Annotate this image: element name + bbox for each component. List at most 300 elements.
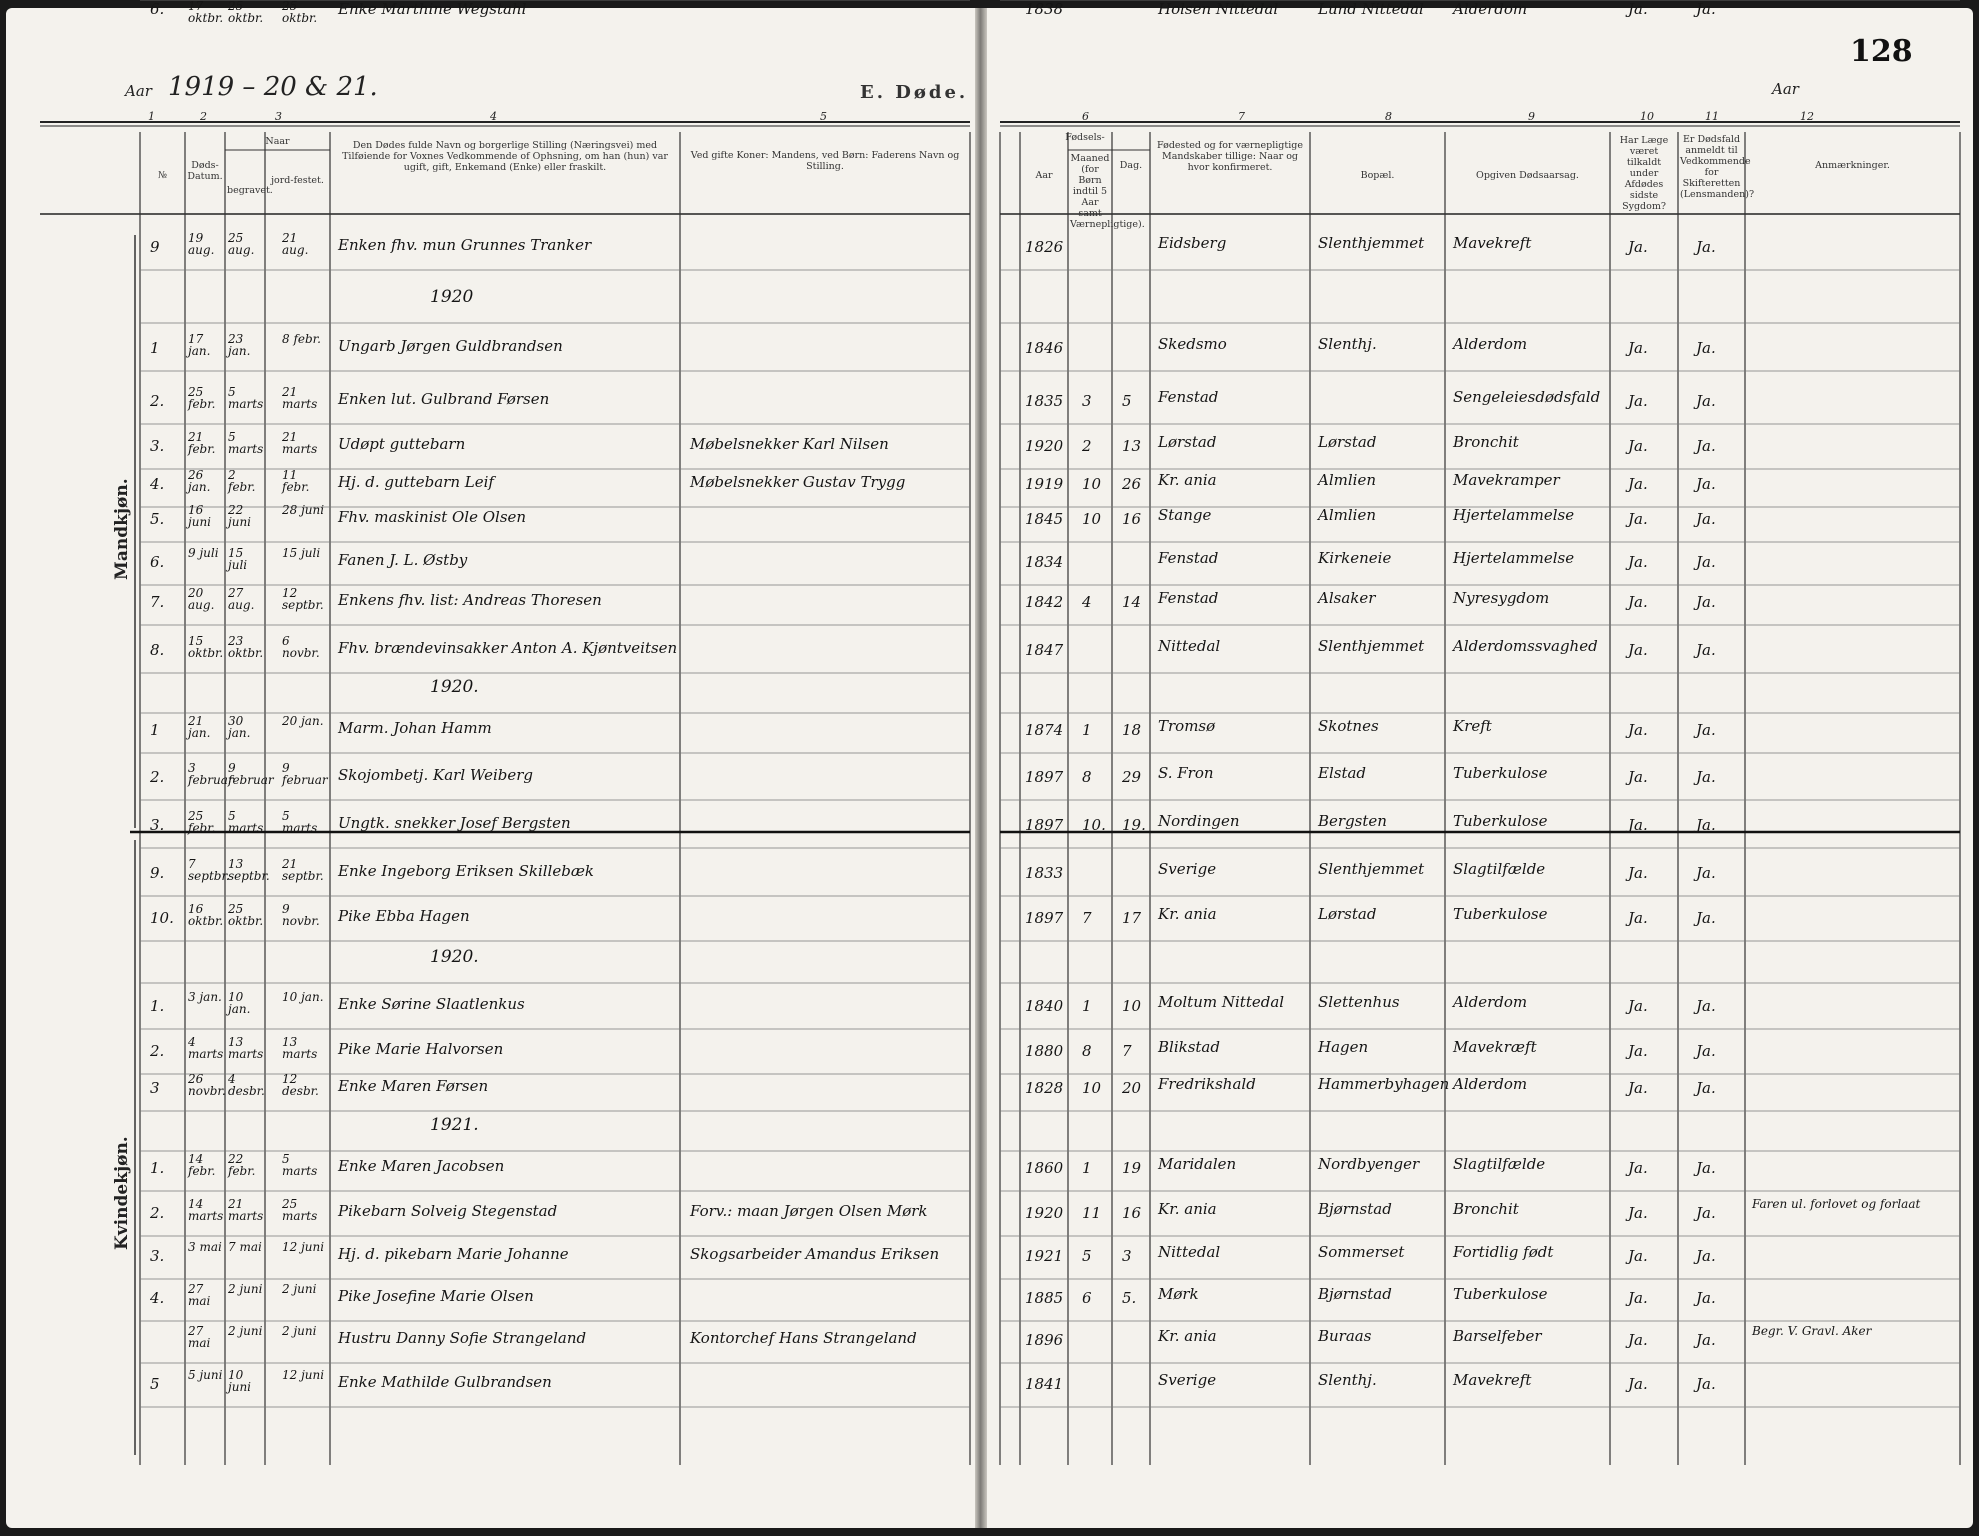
birthplace: Eidsberg [1158, 234, 1227, 252]
death-date: 3 jan. [188, 990, 222, 1004]
residence: Hammerbyhagen [1318, 1075, 1450, 1093]
probate-reported: Ja. [1696, 768, 1716, 786]
entry-number: 2. [150, 768, 165, 786]
funeral-date: 12 juni [282, 1368, 325, 1382]
cause-of-death: Tuberkulose [1453, 812, 1548, 830]
birth-day: 19 [1122, 1159, 1142, 1177]
death-date: 14 febr. [188, 1152, 216, 1178]
entry-number: 9. [150, 864, 165, 882]
death-date: 7 septbr. [188, 857, 230, 883]
birth-day: 16 [1122, 1204, 1142, 1222]
burial-date: 10 jan. [228, 990, 251, 1016]
deceased-name: Hj. d. pikebarn Marie Johanne [338, 1245, 569, 1263]
birth-day: 7 [1122, 1042, 1132, 1060]
doctor-called: Ja. [1628, 238, 1648, 256]
birthplace: Nittedal [1158, 637, 1221, 655]
aar-label-right: Aar [1772, 80, 1799, 98]
residence: Slenthj. [1318, 335, 1377, 353]
entry-number: 2. [150, 392, 165, 410]
entry-number: 3. [150, 437, 165, 455]
death-date: 3 mai [188, 1240, 222, 1254]
cause-of-death: Slagtilfælde [1453, 1155, 1546, 1173]
cause-of-death: Tuberkulose [1453, 764, 1548, 782]
birthplace: Stange [1158, 506, 1212, 524]
probate-reported: Ja. [1696, 641, 1716, 659]
cause-of-death: Barselfeber [1453, 1327, 1542, 1345]
death-date: 21 febr. [188, 430, 216, 456]
year-heading: 1920 [430, 287, 474, 307]
burial-date: 27 aug. [228, 586, 255, 612]
probate-reported: Ja. [1696, 721, 1716, 739]
birthplace: Kr. ania [1158, 905, 1217, 923]
funeral-date: 6 novbr. [282, 634, 320, 660]
cause-of-death: Mavekræft [1453, 1038, 1537, 1056]
probate-reported: Ja. [1696, 339, 1716, 357]
column-header-skifte: Er Dødsfald anmeldt til Vedkommende for Skifteretten (Lensmanden)? [1680, 134, 1755, 200]
funeral-date: 2 juni [282, 1324, 317, 1338]
entry-number: 2. [150, 1204, 165, 1222]
birthplace: Nordingen [1158, 812, 1240, 830]
birthplace: Sverige [1158, 860, 1217, 878]
birthplace: Fenstad [1158, 589, 1219, 607]
probate-reported: Ja. [1696, 1079, 1716, 1097]
probate-reported: Ja. [1696, 1289, 1716, 1307]
birth-month: 2 [1082, 437, 1092, 455]
birth-year: 1841 [1025, 1375, 1064, 1393]
deceased-name: Ungtk. snekker Josef Bergsten [338, 814, 571, 832]
column-number: 9 [1528, 110, 1535, 123]
year-heading: 1920. [430, 947, 479, 967]
death-date: 16 juni [188, 503, 212, 529]
entry-number: 3 [150, 1079, 160, 1097]
funeral-date: 9 novbr. [282, 902, 320, 928]
birth-day: 5. [1122, 1289, 1137, 1307]
burial-date: 10 juni [228, 1368, 252, 1394]
birth-year: 1833 [1025, 864, 1064, 882]
death-date: 14 marts [188, 1197, 224, 1223]
birthplace: Sverige [1158, 1371, 1217, 1389]
column-header-dodsaarsag: Opgiven Dødsaarsag. [1476, 170, 1579, 181]
probate-reported: Ja. [1696, 392, 1716, 410]
death-date: 25 febr. [188, 385, 216, 411]
birth-month: 10 [1082, 475, 1102, 493]
doctor-called: Ja. [1628, 510, 1648, 528]
birth-year: 1880 [1025, 1042, 1064, 1060]
burial-date: 22 juni [228, 503, 252, 529]
residence: Kirkeneie [1318, 549, 1392, 567]
parent-or-spouse: Forv.: maan Jørgen Olsen Mørk [690, 1202, 928, 1220]
death-date: 26 novbr. [188, 1072, 226, 1098]
probate-reported: Ja. [1696, 909, 1716, 927]
burial-date: 2 juni [228, 1324, 263, 1338]
birth-month: 8 [1082, 768, 1092, 786]
residence: Buraas [1318, 1327, 1372, 1345]
parent-or-spouse: Møbelsnekker Gustav Trygg [690, 473, 906, 491]
residence: Lund Nittedal [1318, 0, 1424, 18]
burial-date: 13 marts [228, 1035, 264, 1061]
birth-year: 1919 [1025, 475, 1064, 493]
residence: Bjørnstad [1318, 1285, 1392, 1303]
doctor-called: Ja. [1628, 997, 1648, 1015]
birthplace: Tromsø [1158, 717, 1216, 735]
doctor-called: Ja. [1628, 1375, 1648, 1393]
funeral-date: 12 septbr. [282, 586, 324, 612]
entry-number: 10. [150, 909, 174, 927]
entry-number: 3. [150, 1247, 165, 1265]
birth-day: 10 [1122, 997, 1142, 1015]
birth-year: 1897 [1025, 768, 1064, 786]
deceased-name: Enke Maren Jacobsen [338, 1157, 505, 1175]
year-heading: 1921. [430, 1115, 479, 1135]
deceased-name: Pike Marie Halvorsen [338, 1040, 504, 1058]
entry-number: 5 [150, 1375, 160, 1393]
section-title: E. Døde. [860, 82, 969, 103]
funeral-date: 21 aug. [282, 231, 309, 257]
doctor-called: Ja. [1628, 1204, 1648, 1222]
entry-number: 5. [150, 510, 165, 528]
entry-number: 1. [150, 1159, 165, 1177]
deceased-name: Pike Ebba Hagen [338, 907, 470, 925]
burial-date: 7 mai [228, 1240, 262, 1254]
birth-year: 1826 [1025, 238, 1064, 256]
deceased-name: Enke Sørine Slaatlenkus [338, 995, 525, 1013]
entry-number: 6. [150, 553, 165, 571]
deceased-name: Enke Maren Førsen [338, 1077, 489, 1095]
death-date: 5 juni [188, 1368, 223, 1382]
birthplace: Fredrikshald [1158, 1075, 1256, 1093]
column-header-fodsels: Fødsels- [1065, 132, 1105, 143]
birth-month: 1 [1082, 997, 1092, 1015]
birth-year: 1846 [1025, 339, 1064, 357]
death-date: 26 jan. [188, 468, 211, 494]
section-label-female: Kvindekjøn. [112, 1136, 132, 1250]
column-number: 8 [1385, 110, 1392, 123]
deceased-name: Ungarb Jørgen Guldbrandsen [338, 337, 563, 355]
doctor-called: Ja. [1628, 553, 1648, 571]
burial-date: 2 juni [228, 1282, 263, 1296]
birth-day: 20 [1122, 1079, 1142, 1097]
probate-reported: Ja. [1696, 816, 1716, 834]
birth-day: 13 [1122, 437, 1142, 455]
burial-date: 5 marts [228, 809, 264, 835]
doctor-called: Ja. [1628, 475, 1648, 493]
year-heading: 1920. [430, 677, 479, 697]
birth-year: 1834 [1025, 553, 1064, 571]
birth-year: 1897 [1025, 816, 1064, 834]
death-date: 15 oktbr. [188, 634, 224, 660]
birth-year: 1845 [1025, 510, 1064, 528]
doctor-called: Ja. [1628, 864, 1648, 882]
entry-number: 7. [150, 593, 165, 611]
page-number: 128 [1850, 34, 1913, 69]
cause-of-death: Slagtilfælde [1453, 860, 1546, 878]
column-number: 12 [1800, 110, 1814, 123]
column-header-laege: Har Læge været tilkaldt under Afdødes sidste Sygdom? [1619, 135, 1669, 212]
doctor-called: Ja. [1628, 437, 1648, 455]
column-number: 11 [1705, 110, 1719, 123]
doctor-called: Ja. [1628, 1042, 1648, 1060]
entry-number: 9 [150, 238, 160, 256]
birth-year: 1840 [1025, 997, 1064, 1015]
entry-number: 2. [150, 1042, 165, 1060]
birth-month: 10 [1082, 510, 1102, 528]
column-header-begravet: begravet. [227, 185, 273, 196]
death-date: 4 marts [188, 1035, 224, 1061]
deceased-name: Fanen J. L. Østby [338, 551, 468, 569]
burial-date: 23 oktbr. [228, 634, 264, 660]
doctor-called: Ja. [1628, 1331, 1648, 1349]
probate-reported: Ja. [1696, 475, 1716, 493]
cause-of-death: Fortidlig født [1453, 1243, 1554, 1261]
burial-date: 30 jan. [228, 714, 251, 740]
residence: Almlien [1318, 471, 1376, 489]
doctor-called: Ja. [1628, 593, 1648, 611]
column-header-dag: Dag. [1119, 160, 1143, 171]
column-number: 2 [200, 110, 207, 123]
parent-or-spouse: Skogsarbeider Amandus Eriksen [690, 1245, 940, 1263]
column-number: 6 [1082, 110, 1089, 123]
column-number: 4 [490, 110, 497, 123]
column-header-anm: Anmærkninger. [1815, 160, 1890, 171]
doctor-called: Ja. [1628, 0, 1648, 18]
burial-date: 9 februar [228, 761, 274, 787]
burial-date: 5 marts [228, 430, 264, 456]
birthplace: Kr. ania [1158, 471, 1217, 489]
birth-month: 8 [1082, 1042, 1092, 1060]
birth-day: 18 [1122, 721, 1142, 739]
parent-or-spouse: Kontorchef Hans Strangeland [690, 1329, 917, 1347]
probate-reported: Ja. [1696, 0, 1716, 18]
doctor-called: Ja. [1628, 909, 1648, 927]
funeral-date: 25 oktbr. [282, 0, 318, 25]
birth-day: 14 [1122, 593, 1142, 611]
probate-reported: Ja. [1696, 238, 1716, 256]
column-header-dods-datum: Døds-Datum. [187, 160, 223, 182]
birth-day: 26 [1122, 475, 1142, 493]
death-date: 3 februar [188, 761, 234, 787]
column-header-nr: № [158, 170, 167, 181]
burial-date: 22 febr. [228, 1152, 256, 1178]
deceased-name: Fhv. brændevinsakker Anton A. Kjøntveitsen [338, 639, 678, 657]
cause-of-death: Alderdomssvaghed [1453, 637, 1598, 655]
deceased-name: Enke Ingeborg Eriksen Skillebæk [338, 862, 595, 880]
residence: Slenthjemmet [1318, 234, 1425, 252]
cause-of-death: Mavekreft [1453, 234, 1532, 252]
birth-day: 5 [1122, 392, 1132, 410]
birthplace: S. Fron [1158, 764, 1214, 782]
birth-year: 1896 [1025, 1331, 1064, 1349]
cause-of-death: Alderdom [1453, 335, 1528, 353]
residence: Slenthj. [1318, 1371, 1377, 1389]
column-number: 7 [1238, 110, 1245, 123]
column-number: 1 [148, 110, 155, 123]
column-number: 5 [820, 110, 827, 123]
birth-day: 17 [1122, 909, 1142, 927]
deceased-name: Pikebarn Solveig Stegenstad [338, 1202, 558, 1220]
birth-day: 3 [1122, 1247, 1132, 1265]
deceased-name: Pike Josefine Marie Olsen [338, 1287, 534, 1305]
residence: Slenthjemmet [1318, 860, 1425, 878]
doctor-called: Ja. [1628, 641, 1648, 659]
residence: Nordbyenger [1318, 1155, 1420, 1173]
birthplace: Fenstad [1158, 549, 1219, 567]
birth-year: 1835 [1025, 392, 1064, 410]
doctor-called: Ja. [1628, 1289, 1648, 1307]
birthplace: Moltum Nittedal [1158, 993, 1285, 1011]
birth-month: 7 [1082, 909, 1092, 927]
birthplace: Skedsmo [1158, 335, 1227, 353]
probate-reported: Ja. [1696, 593, 1716, 611]
cause-of-death: Sengeleiesdødsfald [1453, 388, 1601, 406]
entry-number: 1 [150, 339, 160, 357]
entry-number: 1. [150, 997, 165, 1015]
year-handwritten: 1919 – 20 & 21. [168, 72, 378, 102]
probate-reported: Ja. [1696, 1159, 1716, 1177]
death-date: 20 aug. [188, 586, 215, 612]
residence: Slettenhus [1318, 993, 1400, 1011]
birthplace: Maridalen [1158, 1155, 1237, 1173]
birth-month: 11 [1082, 1204, 1102, 1222]
probate-reported: Ja. [1696, 1331, 1716, 1349]
burial-date: 25 oktbr. [228, 0, 264, 25]
column-header-naar: Naar [265, 136, 290, 147]
burial-date: 4 desbr. [228, 1072, 265, 1098]
cause-of-death: Alderdom [1453, 1075, 1528, 1093]
funeral-date: 12 juni [282, 1240, 325, 1254]
funeral-date: 13 marts [282, 1035, 318, 1061]
cause-of-death: Tuberkulose [1453, 1285, 1548, 1303]
residence: Hagen [1318, 1038, 1369, 1056]
burial-date: 13 septbr. [228, 857, 270, 883]
entry-number: 3. [150, 816, 165, 834]
probate-reported: Ja. [1696, 510, 1716, 528]
funeral-date: 21 marts [282, 430, 318, 456]
funeral-date: 8 febr. [282, 332, 321, 346]
probate-reported: Ja. [1696, 1247, 1716, 1265]
cause-of-death: Mavekramper [1453, 471, 1560, 489]
cause-of-death: Mavekreft [1453, 1371, 1532, 1389]
cause-of-death: Bronchit [1453, 433, 1519, 451]
funeral-date: 5 marts [282, 1152, 318, 1178]
birth-month: 1 [1082, 721, 1092, 739]
entry-number: 6. [150, 0, 165, 18]
birth-month: 6 [1082, 1289, 1092, 1307]
birth-year: 1828 [1025, 1079, 1064, 1097]
burial-date: 5 marts [228, 385, 264, 411]
funeral-date: 28 juni [282, 503, 325, 517]
deceased-name: Fhv. maskinist Ole Olsen [338, 508, 527, 526]
column-header-bopel: Bopæl. [1360, 170, 1395, 181]
remarks: Faren ul. forlovet og forlaat [1752, 1197, 1921, 1211]
residence: Elstad [1318, 764, 1367, 782]
column-header-aar: Aar [1035, 170, 1053, 181]
cause-of-death: Hjertelammelse [1453, 506, 1575, 524]
deceased-name: Enke Mathilde Gulbrandsen [338, 1373, 552, 1391]
deceased-name: Enke Marthine Wegstahl [338, 0, 527, 18]
funeral-date: 20 jan. [282, 714, 324, 728]
death-date: 27 mai [188, 1282, 211, 1308]
column-number: 3 [275, 110, 282, 123]
birthplace: Lørstad [1158, 433, 1217, 451]
probate-reported: Ja. [1696, 864, 1716, 882]
death-date: 19 aug. [188, 231, 215, 257]
residence: Almlien [1318, 506, 1376, 524]
death-date: 27 mai [188, 1324, 211, 1350]
birth-year: 1874 [1025, 721, 1064, 739]
probate-reported: Ja. [1696, 1204, 1716, 1222]
doctor-called: Ja. [1628, 392, 1648, 410]
deceased-name: Skojombetj. Karl Weiberg [338, 766, 533, 784]
aar-label-left: Aar [125, 82, 152, 100]
column-header-fodested: Fødested og for værnepligtige Mandskaber tillige: Naar og hvor konfirmeret. [1157, 140, 1303, 173]
section-label-male: Mandkjøn. [112, 478, 132, 580]
doctor-called: Ja. [1628, 339, 1648, 357]
remarks: Begr. V. Gravl. Aker [1752, 1324, 1872, 1338]
birth-month: 10 [1082, 1079, 1102, 1097]
column-number: 10 [1640, 110, 1654, 123]
residence: Skotnes [1318, 717, 1379, 735]
birth-month: 3 [1082, 392, 1092, 410]
doctor-called: Ja. [1628, 768, 1648, 786]
residence: Bergsten [1318, 812, 1387, 830]
birthplace: Fenstad [1158, 388, 1219, 406]
funeral-date: 5 marts [282, 809, 318, 835]
birth-year: 1838 [1025, 0, 1064, 18]
birth-day: 29 [1122, 768, 1142, 786]
entry-number: 4. [150, 475, 165, 493]
probate-reported: Ja. [1696, 1375, 1716, 1393]
parent-or-spouse: Møbelsnekker Karl Nilsen [690, 435, 889, 453]
deceased-name: Marm. Johan Hamm [338, 719, 492, 737]
birth-year: 1847 [1025, 641, 1064, 659]
birth-year: 1920 [1025, 1204, 1064, 1222]
column-header-parents: Ved gifte Koner: Mandens, ved Børn: Faderens Navn og Stilling. [690, 150, 960, 172]
deceased-name: Udøpt guttebarn [338, 435, 466, 453]
burial-date: 25 aug. [228, 231, 255, 257]
cause-of-death: Bronchit [1453, 1200, 1519, 1218]
burial-date: 25 oktbr. [228, 902, 264, 928]
funeral-date: 2 juni [282, 1282, 317, 1296]
birthplace: Blikstad [1158, 1038, 1220, 1056]
birth-month: 1 [1082, 1159, 1092, 1177]
cause-of-death: Alderdom [1453, 993, 1528, 1011]
funeral-date: 11 febr. [282, 468, 310, 494]
birth-month: 4 [1082, 593, 1092, 611]
funeral-date: 12 desbr. [282, 1072, 319, 1098]
residence: Sommerset [1318, 1243, 1405, 1261]
death-date: 16 oktbr. [188, 902, 224, 928]
probate-reported: Ja. [1696, 997, 1716, 1015]
deceased-name: Enken fhv. mun Grunnes Tranker [338, 236, 592, 254]
death-date: 17 oktbr. [188, 0, 224, 25]
column-header-jordfestet: jord-festet. [271, 175, 324, 186]
residence: Lørstad [1318, 433, 1377, 451]
birthplace: Kr. ania [1158, 1200, 1217, 1218]
deceased-name: Hustru Danny Sofie Strangeland [338, 1329, 587, 1347]
birthplace: Mørk [1158, 1285, 1199, 1303]
birth-month: 10. [1082, 816, 1106, 834]
death-date: 25 febr. [188, 809, 216, 835]
probate-reported: Ja. [1696, 1042, 1716, 1060]
doctor-called: Ja. [1628, 1159, 1648, 1177]
probate-reported: Ja. [1696, 437, 1716, 455]
funeral-date: 21 marts [282, 385, 318, 411]
birth-year: 1860 [1025, 1159, 1064, 1177]
column-header-name: Den Dødes fulde Navn og borgerlige Stilling (Næringsvei) med Tilføiende for Voxnes Vedkommende of Ophsning, om han (hun) var ugift, gift, Enkemand (Enke) eller fraskilt. [342, 140, 668, 173]
doctor-called: Ja. [1628, 816, 1648, 834]
birth-month: 5 [1082, 1247, 1092, 1265]
residence: Lørstad [1318, 905, 1377, 923]
